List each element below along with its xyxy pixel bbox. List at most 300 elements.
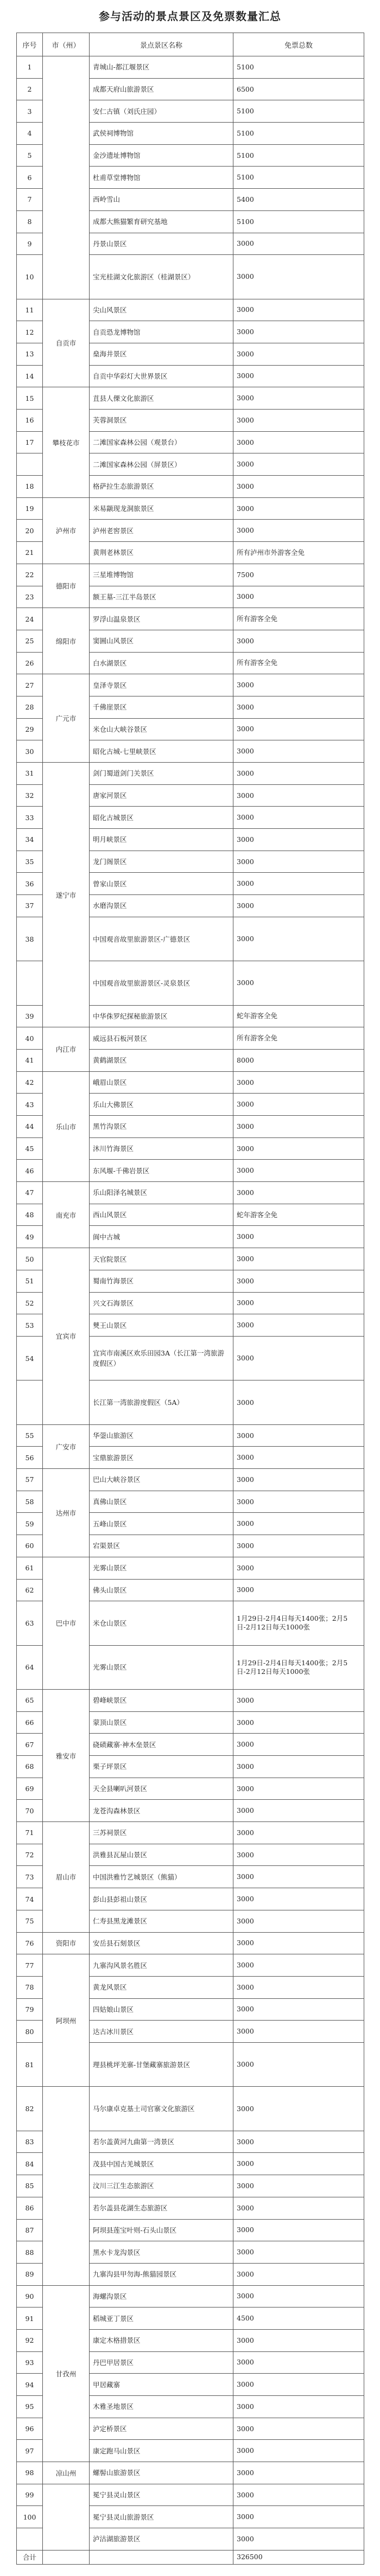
row-number: 44 <box>17 1116 43 1138</box>
row-number: 87 <box>17 2219 43 2241</box>
row-number: 88 <box>17 2241 43 2264</box>
scenic-name: 米仓山大峡谷景区 <box>90 718 233 740</box>
free-ticket-count: 3000 <box>233 233 364 255</box>
row-number: 18 <box>17 476 43 498</box>
scenic-name: 三苏祠景区 <box>90 1822 233 1844</box>
row-number: 62 <box>17 1579 43 1601</box>
scenic-name: 自贡中华彩灯大世界景区 <box>90 365 233 387</box>
row-number: 17 <box>17 431 43 453</box>
free-ticket-count: 3000 <box>233 1137 364 1160</box>
scenic-name: 九寨沟县甲勿海-熊猫园景区 <box>90 2263 233 2285</box>
free-ticket-count: 5100 <box>233 144 364 167</box>
free-ticket-count: 3000 <box>233 1822 364 1844</box>
scenic-name: 若尔盖县花湖生态旅游区 <box>90 2197 233 2219</box>
free-ticket-count: 3000 <box>233 696 364 718</box>
row-number: 8 <box>17 210 43 233</box>
scenic-name: 曾家山景区 <box>90 873 233 895</box>
free-ticket-count: 蛇年游客全免 <box>233 1005 364 1027</box>
table-row <box>17 1182 364 1204</box>
row-number: 79 <box>17 1998 43 2021</box>
free-ticket-count: 3000 <box>233 873 364 895</box>
scenic-name: 达古冰川景区 <box>90 2021 233 2043</box>
table-row <box>17 1954 364 1977</box>
free-ticket-count: 3000 <box>233 2087 364 2131</box>
scenic-name: 自贡恐龙博物馆 <box>90 321 233 343</box>
scenic-name: 九寨沟风景名胜区 <box>90 1954 233 1977</box>
row-number: 59 <box>17 1513 43 1535</box>
row-number: 41 <box>17 1049 43 1071</box>
scenic-name: 龙苍沟森林景区 <box>90 1800 233 1822</box>
scenic-name: 丹巴甲居景区 <box>90 2351 233 2374</box>
scenic-name: 黑水卡龙沟景区 <box>90 2241 233 2264</box>
row-number: 21 <box>17 542 43 564</box>
free-ticket-count: 3000 <box>233 299 364 321</box>
row-number: 31 <box>17 763 43 785</box>
row-number: 90 <box>17 2285 43 2307</box>
free-ticket-count: 3000 <box>233 1447 364 1469</box>
row-number: 84 <box>17 2153 43 2175</box>
header-scenic-name: 景点景区名称 <box>90 33 233 56</box>
scenic-name: 二滩国家森林公园（观景台） <box>90 431 233 453</box>
free-ticket-count: 3000 <box>233 586 364 608</box>
free-ticket-count: 3000 <box>233 2285 364 2307</box>
city-cell: 南充市 <box>43 1182 90 1248</box>
free-ticket-count: 3000 <box>233 387 364 410</box>
table-row <box>17 2484 364 2506</box>
row-number: 48 <box>17 1204 43 1226</box>
row-number <box>17 1380 43 1424</box>
scenic-name: 窦圌山风景区 <box>90 630 233 652</box>
city-cell: 乐山市 <box>43 1071 90 1181</box>
row-number <box>17 453 43 476</box>
scenic-name: 理县桃坪羌寨-甘堡藏寨旅游景区 <box>90 2042 233 2086</box>
city-cell: 雅安市 <box>43 1689 90 1821</box>
scenic-name: 阆中古城 <box>90 1226 233 1248</box>
free-ticket-count: 3000 <box>233 961 364 1005</box>
row-number: 85 <box>17 2175 43 2197</box>
row-number: 37 <box>17 895 43 917</box>
total-empty-cell <box>90 2550 233 2564</box>
free-ticket-count: 5400 <box>233 189 364 211</box>
scenic-name: 长江第一湾旅游度假区（5A） <box>90 1380 233 1424</box>
row-number: 96 <box>17 2418 43 2440</box>
row-number: 15 <box>17 387 43 410</box>
city-cell: 广元市 <box>43 674 90 763</box>
free-ticket-count: 3000 <box>233 1292 364 1314</box>
scenic-name: 康定跑马山景区 <box>90 2440 233 2462</box>
row-number: 81 <box>17 2042 43 2086</box>
scenic-name: 木雅圣地景区 <box>90 2396 233 2418</box>
row-number: 29 <box>17 718 43 740</box>
table-row <box>17 1248 364 1270</box>
free-ticket-count: 3000 <box>233 1998 364 2021</box>
header-no: 序号 <box>17 33 43 56</box>
free-ticket-count: 3000 <box>233 410 364 432</box>
scenic-name: 黄荆老林景区 <box>90 542 233 564</box>
scenic-name: 苴县人傈文化旅游区 <box>90 387 233 410</box>
scenic-name: 额王墓-三江半岛景区 <box>90 586 233 608</box>
city-cell: 攀枝花市 <box>43 387 90 497</box>
free-ticket-count: 3000 <box>233 1491 364 1513</box>
scenic-name: 光雾山景区 <box>90 1645 233 1689</box>
row-number: 58 <box>17 1491 43 1513</box>
scenic-name: 水磨沟景区 <box>90 895 233 917</box>
free-ticket-count: 5100 <box>233 123 364 145</box>
city-cell: 自贡市 <box>43 299 90 387</box>
free-ticket-count: 3000 <box>233 2219 364 2241</box>
total-count: 326500 <box>233 2550 364 2564</box>
table-row <box>17 1932 364 1954</box>
scenic-name: 茂县中国古羌城景区 <box>90 2153 233 2175</box>
free-ticket-count: 3000 <box>233 1910 364 1932</box>
header-city: 市（州） <box>43 33 90 56</box>
free-ticket-count: 蛇年游客全免 <box>233 1204 364 1226</box>
row-number: 50 <box>17 1248 43 1270</box>
scenic-name: 马尔康卓克基土司官寨文化旅游区 <box>90 2087 233 2131</box>
table-row <box>17 1071 364 1094</box>
free-ticket-count: 3000 <box>233 255 364 299</box>
scenic-name: 中华侏罗纪探秘旅游景区 <box>90 1005 233 1027</box>
header-free-tickets: 免票总数 <box>233 33 364 56</box>
row-number: 68 <box>17 1756 43 1778</box>
row-number: 23 <box>17 586 43 608</box>
table-row <box>17 674 364 696</box>
scenic-name: 成都大熊猫繁育研究基地 <box>90 210 233 233</box>
city-cell: 绵阳市 <box>43 608 90 674</box>
row-number: 39 <box>17 1005 43 1027</box>
free-ticket-count: 3000 <box>233 2021 364 2043</box>
city-cell <box>43 56 90 299</box>
row-number: 45 <box>17 1137 43 1160</box>
scenic-name: 白水湖景区 <box>90 652 233 674</box>
document-title: 参与活动的景点景区及免票数量汇总 <box>99 10 281 23</box>
city-cell: 德阳市 <box>43 564 90 608</box>
table-row <box>17 2087 364 2131</box>
row-number: 95 <box>17 2396 43 2418</box>
row-number: 43 <box>17 1094 43 1116</box>
scenic-name: 蜀南竹海景区 <box>90 1270 233 1292</box>
total-label: 合计 <box>17 2550 43 2564</box>
scenic-name: 千佛崖景区 <box>90 696 233 718</box>
city-cell: 泸州市 <box>43 497 90 564</box>
table-row <box>17 1822 364 1844</box>
free-ticket-count: 3000 <box>233 365 364 387</box>
scenic-name: 米仓山景区 <box>90 1601 233 1645</box>
free-ticket-count: 5100 <box>233 100 364 123</box>
scenic-name: 栗子坪景区 <box>90 1756 233 1778</box>
scenic-name: 天官院景区 <box>90 1248 233 1270</box>
free-ticket-count: 3000 <box>233 453 364 476</box>
free-ticket-count: 3000 <box>233 476 364 498</box>
row-number: 20 <box>17 520 43 542</box>
scenic-name: 罗浮山温泉景区 <box>90 608 233 630</box>
row-number: 98 <box>17 2462 43 2484</box>
scenic-name: 安岳县石刻景区 <box>90 1932 233 1954</box>
free-ticket-count: 3000 <box>233 1778 364 1800</box>
free-ticket-count: 所有游客全免 <box>233 652 364 674</box>
table-row <box>17 2462 364 2484</box>
row-number: 42 <box>17 1071 43 1094</box>
city-cell: 宜宾市 <box>43 1248 90 1425</box>
scenic-name: 宝鼎旅游景区 <box>90 1447 233 1469</box>
row-number: 19 <box>17 497 43 520</box>
row-number: 38 <box>17 917 43 961</box>
free-ticket-count: 5100 <box>233 167 364 189</box>
free-ticket-count: 3000 <box>233 2418 364 2440</box>
row-number: 73 <box>17 1866 43 1888</box>
table-row <box>17 564 364 586</box>
free-ticket-count: 3000 <box>233 1380 364 1424</box>
free-ticket-count: 3000 <box>233 674 364 696</box>
scenic-name: 龙门阁景区 <box>90 851 233 873</box>
row-number: 46 <box>17 1160 43 1182</box>
free-ticket-count: 3000 <box>233 1226 364 1248</box>
row-number: 51 <box>17 1270 43 1292</box>
row-number: 99 <box>17 2484 43 2506</box>
scenic-name: 明月峡景区 <box>90 829 233 851</box>
row-number: 89 <box>17 2263 43 2285</box>
free-ticket-count: 6500 <box>233 78 364 100</box>
row-number: 76 <box>17 1932 43 1954</box>
row-number: 64 <box>17 1645 43 1689</box>
scenic-name: 金沙遗址博物馆 <box>90 144 233 167</box>
free-ticket-count: 3000 <box>233 1711 364 1734</box>
free-ticket-count: 3000 <box>233 2374 364 2396</box>
scenic-name: 剑门蜀道剑门关景区 <box>90 763 233 785</box>
scenic-name: 武侯祠博物馆 <box>90 123 233 145</box>
table-row <box>17 497 364 520</box>
row-number: 36 <box>17 873 43 895</box>
scenic-name: 黄鹤湖景区 <box>90 1049 233 1071</box>
free-ticket-count: 3000 <box>233 2528 364 2551</box>
scenic-name: 黄龙风景区 <box>90 1976 233 1998</box>
table-row <box>17 299 364 321</box>
free-ticket-count: 3000 <box>233 718 364 740</box>
scenic-name: 尖山风景区 <box>90 299 233 321</box>
scenic-name: 汶川三江生态旅游区 <box>90 2175 233 2197</box>
row-number: 97 <box>17 2440 43 2462</box>
scenic-name: 海螺沟景区 <box>90 2285 233 2307</box>
scenic-name: 光雾山景区 <box>90 1557 233 1579</box>
free-ticket-count: 3000 <box>233 740 364 763</box>
row-number: 6 <box>17 167 43 189</box>
scenic-name: 成都天府山旅游景区 <box>90 78 233 100</box>
row-number: 63 <box>17 1601 43 1645</box>
scenic-name: 三星堆博物馆 <box>90 564 233 586</box>
free-ticket-count: 3000 <box>233 807 364 829</box>
table-row <box>17 763 364 785</box>
row-number: 72 <box>17 1844 43 1866</box>
free-ticket-count: 3000 <box>233 2175 364 2197</box>
scenic-name: 稻城亚丁景区 <box>90 2307 233 2330</box>
row-number <box>17 961 43 1005</box>
row-number: 40 <box>17 1027 43 1050</box>
free-ticket-count: 3000 <box>233 1535 364 1557</box>
table-row <box>17 1424 364 1447</box>
free-ticket-count: 所有泸州市外游客全免 <box>233 542 364 564</box>
city-cell: 广安市 <box>43 1424 90 1468</box>
free-ticket-count: 3000 <box>233 2329 364 2351</box>
free-ticket-count: 3000 <box>233 1071 364 1094</box>
free-ticket-count: 3000 <box>233 2153 364 2175</box>
city-cell: 巴中市 <box>43 1557 90 1689</box>
free-ticket-count: 3000 <box>233 1689 364 1711</box>
free-ticket-count: 3000 <box>233 917 364 961</box>
scenic-name: 丹景山景区 <box>90 233 233 255</box>
scenic-name: 宕渠景区 <box>90 1535 233 1557</box>
scenic-name: 昭化古城景区 <box>90 807 233 829</box>
scenic-name: 蒙顶山景区 <box>90 1711 233 1734</box>
free-ticket-count: 3000 <box>233 497 364 520</box>
scenic-name: 僰王山景区 <box>90 1314 233 1337</box>
ticket-table <box>16 33 364 2565</box>
row-number: 82 <box>17 2087 43 2131</box>
scenic-name: 宜宾市南溪区欢乐田园3A（长江第一湾旅游度假区） <box>90 1336 233 1380</box>
row-number: 4 <box>17 123 43 145</box>
row-number: 77 <box>17 1954 43 1977</box>
row-number: 16 <box>17 410 43 432</box>
city-cell: 内江市 <box>43 1027 90 1071</box>
row-number: 74 <box>17 1888 43 1910</box>
row-number: 2 <box>17 78 43 100</box>
row-number: 28 <box>17 696 43 718</box>
scenic-name: 沐川竹海景区 <box>90 1137 233 1160</box>
scenic-name: 四姑娘山景区 <box>90 1998 233 2021</box>
free-ticket-count: 3000 <box>233 1888 364 1910</box>
city-cell: 达州市 <box>43 1469 90 1557</box>
row-number: 65 <box>17 1689 43 1711</box>
city-cell: 资阳市 <box>43 1932 90 1954</box>
scenic-name: 皇泽寺景区 <box>90 674 233 696</box>
free-ticket-count: 3000 <box>233 2440 364 2462</box>
row-number: 54 <box>17 1336 43 1380</box>
scenic-name: 螺髻山旅游景区 <box>90 2462 233 2484</box>
city-cell: 甘孜州 <box>43 2285 90 2462</box>
table-row <box>17 1027 364 1050</box>
row-number: 53 <box>17 1314 43 1337</box>
scenic-name: 冕宁县灵山景区 <box>90 2484 233 2506</box>
free-ticket-count: 3000 <box>233 829 364 851</box>
free-ticket-count: 3000 <box>233 2484 364 2506</box>
free-ticket-count: 8000 <box>233 1049 364 1071</box>
scenic-name: 冕宁县灵山旅游景区 <box>90 2506 233 2528</box>
free-ticket-count: 3000 <box>233 1734 364 1756</box>
row-number: 60 <box>17 1535 43 1557</box>
free-ticket-count: 3000 <box>233 763 364 785</box>
table-header-row <box>17 33 364 56</box>
free-ticket-count: 3000 <box>233 2131 364 2153</box>
row-number: 32 <box>17 784 43 807</box>
free-ticket-count: 3000 <box>233 343 364 365</box>
row-number: 67 <box>17 1734 43 1756</box>
free-ticket-count: 3000 <box>233 1756 364 1778</box>
scenic-name: 泸州老窖景区 <box>90 520 233 542</box>
table-row <box>17 608 364 630</box>
free-ticket-count: 3000 <box>233 2351 364 2374</box>
scenic-name: 西山风景区 <box>90 1204 233 1226</box>
free-ticket-count: 3000 <box>233 1248 364 1270</box>
scenic-name: 甲居藏寨 <box>90 2374 233 2396</box>
row-number: 61 <box>17 1557 43 1579</box>
table-row <box>17 2285 364 2307</box>
scenic-name: 乐山大佛景区 <box>90 1094 233 1116</box>
row-number: 80 <box>17 2021 43 2043</box>
free-ticket-count: 1月29日-2月4日每天1400张；2月5日-2月12日每天1000张 <box>233 1645 364 1689</box>
city-cell: 阿坝州 <box>43 1954 90 2087</box>
free-ticket-count: 3000 <box>233 784 364 807</box>
scenic-name: 碧峰峡景区 <box>90 1689 233 1711</box>
scenic-name: 华蓥山旅游区 <box>90 1424 233 1447</box>
row-number: 52 <box>17 1292 43 1314</box>
free-ticket-count: 3000 <box>233 1270 364 1292</box>
scenic-name: 洪雅县瓦屋山景区 <box>90 1844 233 1866</box>
row-number: 57 <box>17 1469 43 1491</box>
free-ticket-count: 3000 <box>233 520 364 542</box>
row-number: 78 <box>17 1976 43 1998</box>
free-ticket-count: 7500 <box>233 564 364 586</box>
scenic-name: 宝光桂湖文化旅游区（桂湖景区） <box>90 255 233 299</box>
free-ticket-count: 3000 <box>233 2197 364 2219</box>
free-ticket-count: 3000 <box>233 1182 364 1204</box>
scenic-name: 中国观音故里旅游景区-广德景区 <box>90 917 233 961</box>
scenic-name: 五峰山景区 <box>90 1513 233 1535</box>
row-number: 12 <box>17 321 43 343</box>
row-number: 66 <box>17 1711 43 1734</box>
free-ticket-count: 3000 <box>233 1513 364 1535</box>
scenic-name: 唐家河景区 <box>90 784 233 807</box>
free-ticket-count: 3000 <box>233 321 364 343</box>
scenic-name: 真佛山景区 <box>90 1491 233 1513</box>
free-ticket-count: 3000 <box>233 895 364 917</box>
table-row <box>17 56 364 79</box>
city-cell: 凉山州 <box>43 2462 90 2484</box>
row-number: 24 <box>17 608 43 630</box>
free-ticket-count: 5100 <box>233 56 364 79</box>
scenic-name: 米易颛现龙洞旅景区 <box>90 497 233 520</box>
total-row <box>17 2550 364 2564</box>
table-row <box>17 387 364 410</box>
row-number: 94 <box>17 2374 43 2396</box>
table-row <box>17 1689 364 1711</box>
row-number: 35 <box>17 851 43 873</box>
scenic-name: 燊海井景区 <box>90 343 233 365</box>
scenic-name: 硗碛藏寨·神木垒景区 <box>90 1734 233 1756</box>
scenic-name: 佛头山景区 <box>90 1579 233 1601</box>
free-ticket-count: 3000 <box>233 1932 364 1954</box>
scenic-name: 昭化古城-七里峡景区 <box>90 740 233 763</box>
scenic-name: 康定木格措景区 <box>90 2329 233 2351</box>
row-number: 56 <box>17 1447 43 1469</box>
row-number: 91 <box>17 2307 43 2330</box>
scenic-name: 威远县石板河景区 <box>90 1027 233 1050</box>
free-ticket-count: 3000 <box>233 2241 364 2264</box>
free-ticket-count: 3000 <box>233 1976 364 1998</box>
free-ticket-count: 3000 <box>233 2263 364 2285</box>
row-number: 100 <box>17 2506 43 2528</box>
row-number: 30 <box>17 740 43 763</box>
scenic-name: 泸沽湖旅游景区 <box>90 2528 233 2551</box>
free-ticket-count: 3000 <box>233 1116 364 1138</box>
row-number: 27 <box>17 674 43 696</box>
scenic-name: 兴文石海景区 <box>90 1292 233 1314</box>
row-number: 75 <box>17 1910 43 1932</box>
city-cell <box>43 2087 90 2285</box>
scenic-name: 杜甫草堂博物馆 <box>90 167 233 189</box>
free-ticket-count: 5100 <box>233 210 364 233</box>
row-number <box>17 2528 43 2551</box>
scenic-name: 泸定桥景区 <box>90 2418 233 2440</box>
free-ticket-count: 3000 <box>233 851 364 873</box>
